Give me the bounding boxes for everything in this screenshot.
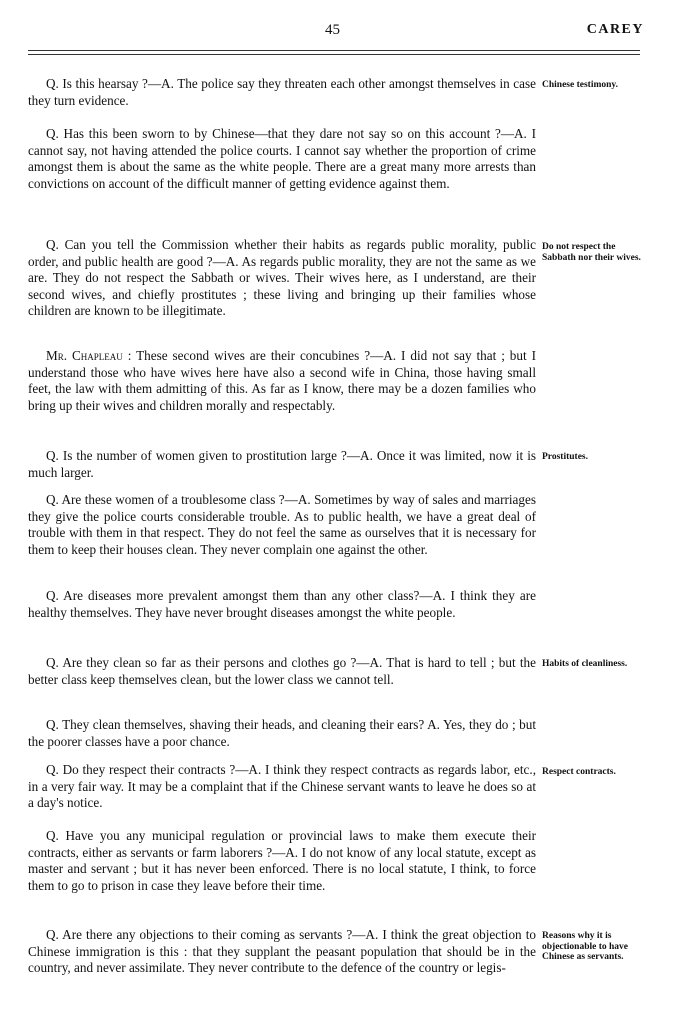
side-note-objections: Reasons why it is objectionable to have Chinese as servants.	[542, 931, 629, 962]
side-note-sabbath: Do not respect the Sabbath nor their wives.	[542, 242, 641, 263]
side-note-prostitutes: Prostitutes.	[542, 452, 588, 462]
paragraph-9: Q. They clean themselves, shaving their heads, and cleaning their ears? A. Yes, they do ; but the poorer classes have a poor chance.	[28, 717, 536, 749]
side-note-chinese-testimony: Chinese testimony.	[542, 80, 618, 90]
speaker-name: Mr. Chapleau	[46, 348, 123, 363]
side-note-cleanliness: Habits of cleanliness.	[542, 659, 628, 669]
running-head: CAREY	[586, 22, 644, 37]
paragraph-3: Q. Can you tell the Commission whether their habits as regards public morality, public order, and public health are good ?—A. As regards public morality, they are not the same as we are. They do not respect the Sabbath or wives. Their wives here, as I understand, are their second wives, and chiefly prostitutes ; these living and bringing up their families whose children are known to be illegitimate.	[28, 237, 536, 319]
paragraph-5: Q. Is the number of women given to prostitution large ?—A. Once it was limited, now it is much larger.	[28, 448, 536, 480]
header-rule-top	[28, 50, 640, 51]
paragraph-8: Q. Are they clean so far as their persons and clothes go ?—A. That is hard to tell ; but the better class keep themselves clean, but the lower class we cannot tell.	[28, 655, 536, 687]
header-rule-bottom	[28, 54, 640, 55]
paragraph-4-text: : These second wives are their concubines ?—A. I did not say that ; but I understand those who have wives here have also a second wife in China, those having small feet, the law with them admitting of this. As far as I know, there may be a dozen families who bring up their wives and children morally and respectably.	[28, 348, 536, 413]
side-note-contracts: Respect contracts.	[542, 767, 616, 777]
paragraph-7: Q. Are diseases more prevalent amongst them than any other class?—A. I think they are healthy themselves. They have never brought diseases amongst the white people.	[28, 588, 536, 620]
paragraph-6: Q. Are these women of a troublesome class ?—A. Sometimes by way of sales and marriages they give the police courts considerable trouble. As to public health, we have a great deal of trouble with them in that respect. They do not feel the same as ourselves that it is necessary for them to keep their houses clean. They never complain one against the other.	[28, 492, 536, 557]
paragraph-2: Q. Has this been sworn to by Chinese—that they dare not say so on this account ?—A. I cannot say, not having attended the police courts. I cannot say whether the proportion of crime amongst them is about the same as the white people. There are a great many more arrests than convictions on account of the difficult manner of getting evidence against them.	[28, 126, 536, 191]
page-number: 45	[325, 22, 340, 38]
paragraph-1: Q. Is this hearsay ?—A. The police say they threaten each other amongst themselves in case they turn evidence.	[28, 76, 536, 108]
paragraph-11: Q. Have you any municipal regulation or provincial laws to make them execute their contracts, either as servants or farm laborers ?—A. I do not know of any local statute, except as master and servant ; but it has never been enforced. There is no local statute, I think, to force them to go to prison in case they leave before their time.	[28, 828, 536, 893]
paragraph-4	[28, 348, 536, 414]
paragraph-10: Q. Do they respect their contracts ?—A. I think they respect contracts as regards labor, etc., in a very fair way. It may be a complaint that if the Chinese servant wants to leave he does so at a day's notice.	[28, 762, 536, 811]
paragraph-12: Q. Are there any objections to their coming as servants ?—A. I think the great objection to Chinese immigration is this : that they supplant the peasant population that should be in the country, and never assimilate. They never contribute to the defence of the country or legis-	[28, 927, 536, 976]
